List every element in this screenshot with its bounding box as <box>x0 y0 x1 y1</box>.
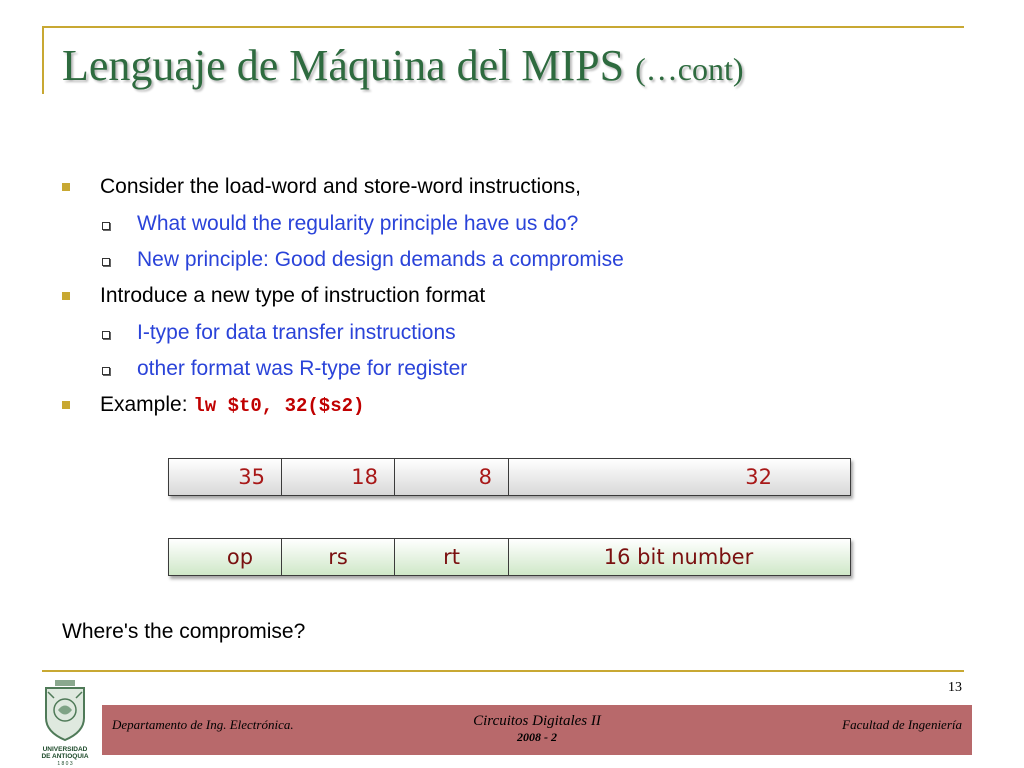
hollow-square-bullet-icon <box>102 331 110 339</box>
footer-faculty: Facultad de Ingeniería <box>842 717 962 732</box>
instruction-values-row <box>168 458 851 496</box>
top-frame-line <box>42 26 964 28</box>
page-number: 13 <box>948 680 962 695</box>
university-logo <box>34 678 96 766</box>
slide-title <box>62 40 744 91</box>
slide-title-suffix: (…cont) <box>635 51 744 87</box>
footer-department: Departamento de Ing. Electrónica. <box>112 717 294 732</box>
svg-text:UNIVERSIDAD: UNIVERSIDAD <box>42 746 88 753</box>
field-cell-rs: rs <box>282 539 395 575</box>
hollow-square-bullet-icon <box>102 367 110 375</box>
hollow-square-bullet-icon <box>102 258 110 266</box>
value-cell-op: 35 <box>169 459 282 495</box>
value-cell-rt: 8 <box>395 459 509 495</box>
bullet-list <box>62 172 962 427</box>
value-cell-rs: 18 <box>282 459 395 495</box>
sub-bullet-item <box>62 318 962 354</box>
example-label: Example: <box>100 393 194 416</box>
svg-text:DE ANTIOQUIA: DE ANTIOQUIA <box>41 753 89 760</box>
sub-bullet-text: What would the regularity principle have us do? <box>137 212 579 235</box>
question-text: Where's the compromise? <box>62 620 306 643</box>
square-bullet-icon <box>62 292 70 300</box>
slide-title-main: Lenguaje de Máquina del MIPS <box>62 41 625 90</box>
sub-bullet-text: other format was R-type for register <box>137 357 468 380</box>
bullet-text: Consider the load-word and store-word instructions, <box>100 175 581 198</box>
sub-bullet-item <box>62 354 962 390</box>
sub-bullet-item <box>62 245 962 281</box>
hollow-square-bullet-icon <box>102 222 110 230</box>
bullet-item <box>62 281 962 318</box>
field-cell-rt: rt <box>395 539 509 575</box>
footer-term: 2008 - 2 <box>517 730 557 744</box>
field-cell-immediate: 16 bit number <box>603 545 754 569</box>
square-bullet-icon <box>62 183 70 191</box>
sub-bullet-text: I-type for data transfer instructions <box>137 321 456 344</box>
instruction-fields-row <box>168 538 851 576</box>
value-cell-immediate: 32 <box>745 465 772 489</box>
bullet-item <box>62 172 962 209</box>
svg-text:1 8 0 3: 1 8 0 3 <box>57 761 73 766</box>
sub-bullet-item <box>62 209 962 245</box>
sub-bullet-text: New principle: Good design demands a compromise <box>137 248 624 271</box>
bullet-text: Introduce a new type of instruction format <box>100 284 486 307</box>
example-code: lw $t0, 32($s2) <box>193 395 365 417</box>
left-frame-line <box>42 26 44 94</box>
footer-bar <box>102 705 972 755</box>
bullet-item <box>62 390 962 427</box>
footer-course: Circuitos Digitales II <box>473 713 601 729</box>
square-bullet-icon <box>62 401 70 409</box>
footer-rule <box>42 670 964 672</box>
field-cell-op: op <box>169 539 282 575</box>
